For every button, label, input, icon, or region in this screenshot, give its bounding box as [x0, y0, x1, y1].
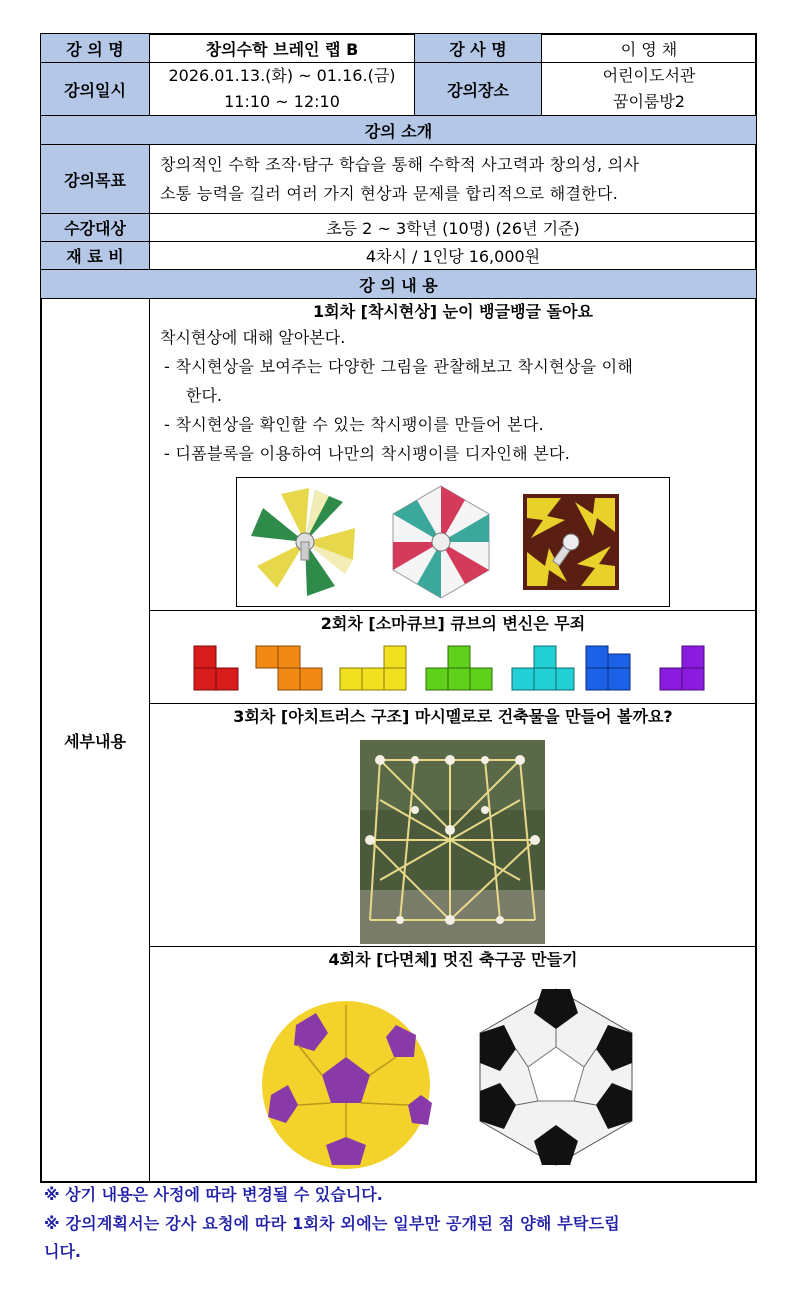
- target-value: 초등 2 ~ 3학년 (10명) (26년 기준): [326, 219, 580, 238]
- cyan-soma-piece-icon: [512, 646, 574, 690]
- session1-bullet1: - 착시현상을 보여주는 다양한 그림을 관찰해보고 착시현상을 이해: [164, 357, 634, 376]
- goal-line2: 소통 능력을 길러 여러 가지 현상과 문제를 합리적으로 해결한다.: [160, 184, 619, 203]
- blue-soma-piece-icon: [586, 646, 630, 690]
- target-label: 수강대상: [41, 214, 149, 241]
- soma-cube-pieces-image: [190, 640, 720, 700]
- datetime-value: [150, 63, 414, 115]
- square-top-icon: [523, 494, 619, 590]
- session1-title: 1회차 [착시현상] 눈이 뱅글뱅글 돌아요: [313, 302, 593, 321]
- session1-bullet1-cont: 한다.: [186, 386, 222, 405]
- notice-partial-line1: ※ 강의계획서는 강사 요청에 따라 1회차 외에는 일부만 공개된 점 양해 부탁드립: [44, 1214, 620, 1233]
- notice-partial-disclosure: [44, 1210, 784, 1266]
- session2-title: 2회차 [소마큐브] 큐브의 변신은 무죄: [320, 614, 586, 633]
- place-label: 강의장소: [415, 63, 541, 115]
- place-line1: 어린이도서관: [602, 66, 696, 85]
- yellow-purple-ball-icon: [262, 1001, 432, 1169]
- session1-bullet2: - 착시현상을 확인할 수 있는 착시팽이를 만들어 본다.: [164, 415, 545, 434]
- fee-label: 재 료 비: [41, 242, 149, 269]
- intro-section-title: 강의 소개: [41, 116, 756, 144]
- hexagon-top-icon: [393, 486, 489, 598]
- marshmallow-structure-photo: [360, 740, 545, 944]
- session1-description: [160, 323, 750, 468]
- instructor-name: 이 영 채: [620, 39, 678, 59]
- instructor-label: 강 사 명: [415, 34, 541, 62]
- yellow-soma-piece-icon: [340, 646, 406, 690]
- datetime-label: 강의일시: [41, 63, 149, 115]
- purple-soma-piece-icon: [660, 646, 704, 690]
- orange-soma-piece-icon: [256, 646, 322, 690]
- fee-value: 4차시 / 1인당 16,000원: [365, 247, 541, 266]
- notice-change: ※ 상기 내용은 사정에 따라 변경될 수 있습니다.: [44, 1185, 383, 1204]
- red-soma-piece-icon: [194, 646, 238, 690]
- soccer-balls-image: [256, 985, 646, 1175]
- notice-partial-line2: 니다.: [44, 1242, 81, 1261]
- place-line2: 꿈이룸방2: [612, 92, 685, 111]
- session3-title: 3회차 [아치트러스 구조] 마시멜로로 건축물을 만들어 볼까요?: [233, 707, 673, 726]
- detail-label: 세부내용: [64, 732, 126, 751]
- place-value: [542, 63, 756, 115]
- course-name-label: 강 의 명: [41, 34, 149, 62]
- green-soma-piece-icon: [426, 646, 492, 690]
- goal-label: 강의목표: [41, 145, 149, 213]
- session4-title: 4회차 [다면체] 멋진 축구공 만들기: [328, 950, 578, 969]
- goal-line1: 창의적인 수학 조작·탐구 학습을 통해 수학적 사고력과 창의성, 의사: [160, 155, 640, 174]
- time-range: 11:10 ~ 12:10: [224, 92, 340, 111]
- polyhedron-soccer-ball-icon: [480, 989, 632, 1165]
- course-name: 창의수학 브레인 랩 B: [205, 39, 359, 59]
- session1-bullet3: - 디폼블록을 이용하여 나만의 착시팽이를 디자인해 본다.: [164, 444, 571, 463]
- illusion-tops-photo: [236, 477, 670, 607]
- session1-intro: 착시현상에 대해 알아본다.: [160, 328, 346, 347]
- content-section-title: 강 의 내 용: [41, 270, 756, 298]
- date-range: 2026.01.13.(화) ~ 01.16.(금): [168, 66, 396, 85]
- goal-text: [160, 150, 750, 208]
- pinwheel-top-icon: [251, 488, 355, 596]
